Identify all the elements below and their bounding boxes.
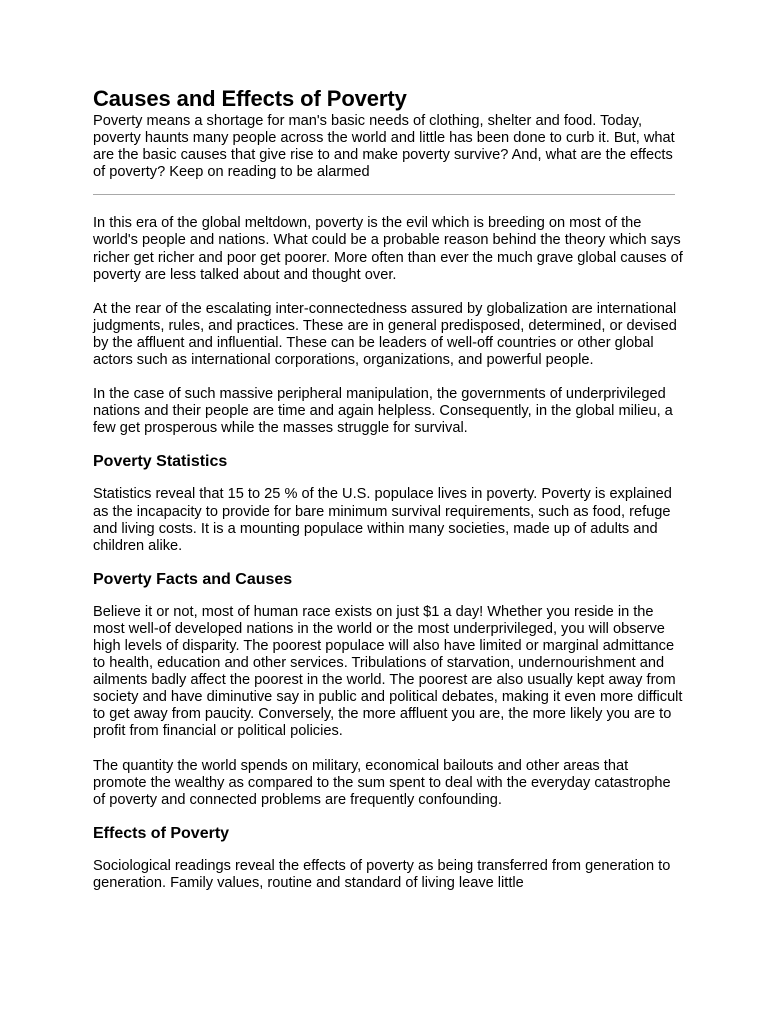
document-page: [93, 86, 683, 892]
intro-paragraph: Poverty means a shortage for man's basic needs of clothing, shelter and food. Today, poverty haunts many people across the world and little has been done to curb it. But, what are the basic causes that give rise to and make poverty survive? And, what are the effects of poverty? Keep on reading to be alarmed: [93, 113, 675, 181]
section-heading-poverty-statistics: Poverty Statistics: [93, 453, 228, 471]
facts-paragraph-1: Believe it or not, most of human race exists on just $1 a day! Whether you reside in the most well-of developed nations in the world or the most underprivileged, you will observe high levels of disparity. The poorest populace will also have limited or marginal admittance to health, education and other services. Tribulations of starvation, undernourishment and ailments badly affect the poorest in the world. The poorest are also usually kept away from society and have diminutive say in public and political debates, making it even more difficult to get away from paucity. Conversely, the more affluent you are, the more likely you are to profit from financial or political policies.: [93, 603, 683, 740]
body-paragraph-3: In the case of such massive peripheral manipulation, the governments of underprivileged nations and their people are time and again helpless. Consequently, in the global milieu, a few get prosperous while the masses struggle for survival.: [93, 386, 673, 437]
body-paragraph-2: At the rear of the escalating inter-connectedness assured by globalization are international judgments, rules, and practices. These are in general predisposed, determined, or devised by the affluent and influential. These can be leaders of well-off countries or other global actors such as international corporations, organizations, and powerful people.: [93, 300, 677, 369]
facts-paragraph-2: The quantity the world spends on military, economical bailouts and other areas that promote the wealthy as compared to the sum spent to deal with the everyday catastrophe of poverty and connected problems are frequently confounding.: [93, 757, 671, 808]
page-title: Causes and Effects of Poverty: [93, 86, 407, 111]
section-heading-poverty-facts: Poverty Facts and Causes: [93, 570, 293, 588]
effects-paragraph: Sociological readings reveal the effects of poverty as being transferred from generation to generation. Family values, routine and standard of living leave little: [93, 857, 671, 891]
section-heading-effects-of-poverty: Effects of Poverty: [93, 824, 230, 842]
horizontal-divider: [93, 194, 675, 195]
statistics-paragraph: Statistics reveal that 15 to 25 % of the U.S. populace lives in poverty. Poverty is explained as the incapacity to provide for bare minimum survival requirements, such as food, refuge and living costs. It is a mounting populace within many societies, made up of adults and children alike.: [93, 486, 672, 554]
body-paragraph-1: In this era of the global meltdown, poverty is the evil which is breeding on most of the world's people and nations. What could be a probable reason behind the theory which says richer get richer and poor get poorer. More often than ever the much grave global causes of poverty are less talked about and thought over.: [93, 215, 683, 283]
